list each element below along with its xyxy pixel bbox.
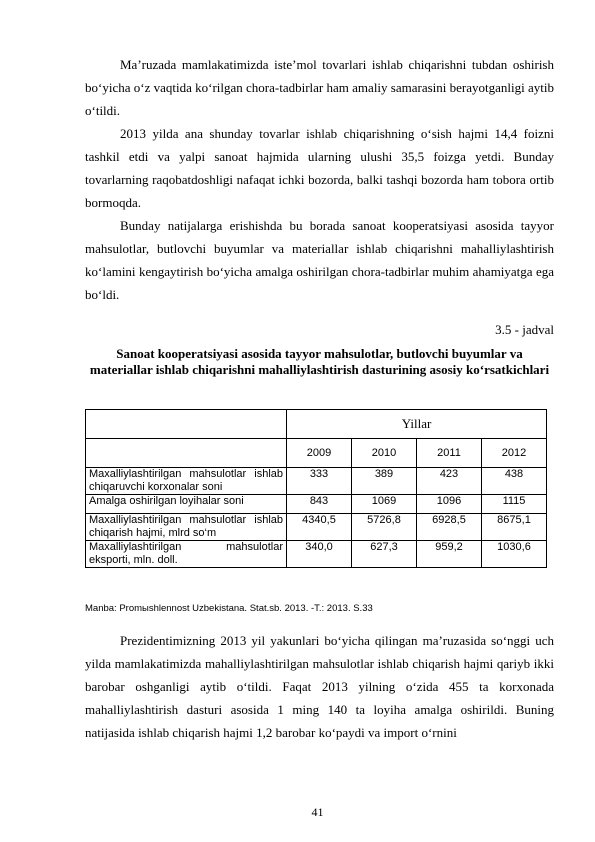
- row-label: Maxalliylashtirilgan mahsulotlar ishlab chiqaruvchi korxonalar soni: [86, 468, 287, 495]
- table-cell: 1115: [482, 495, 547, 514]
- table-row: [86, 514, 547, 541]
- table-cell: 333: [287, 468, 352, 495]
- years-group-header: Yillar: [287, 410, 547, 439]
- table-cell: 1096: [417, 495, 482, 514]
- paragraph-2: 2013 yilda ana shunday tovarlar ishlab chiqarishning o‘sish hajmi 14,4 foizni tashkil etdi va yalpi sanoat hajmida ularning ulushi 35,5 foizga yetdi. Bunday tovarlarning raqobatdoshligi nafaqat ichki bozorda, balki tashqi bozorda ham tobora ortib bormoqda.: [85, 126, 554, 210]
- page-number: 41: [311, 805, 324, 819]
- paragraph-1: Ma’ruzada mamlakatimizda iste’mol tovarlari ishlab chiqarishni tubdan oshirish bo‘yicha o‘z vaqtida ko‘rilgan chora-tadbirlar ham amaliy samarasini berayotganligi aytib o‘tildi.: [85, 57, 554, 118]
- table-header-row-2: [86, 439, 547, 468]
- row-label: Amalga oshirilgan loyihalar soni: [86, 495, 287, 514]
- table-header-row-1: [86, 410, 547, 439]
- data-table: [85, 409, 547, 568]
- header-empty-cell: [86, 439, 287, 468]
- table-cell: 1030,6: [482, 541, 547, 568]
- table-cell: 389: [352, 468, 417, 495]
- table-cell: 843: [287, 495, 352, 514]
- table-cell: 4340,5: [287, 514, 352, 541]
- table-cell: 959,2: [417, 541, 482, 568]
- paragraph-4: Prezidentimizning 2013 yil yakunlari bo‘yicha qilingan ma’ruzasida so‘nggi uch yilda mamlakatimizda mahalliylashtirilgan mahsulotlar ishlab chiqarish hajmi qariyb ikki barobar oshganligi aytib o‘tildi. Faqat 2013 yilning o‘zida 455 ta korxonada mahalliylashtirish dasturi asosida 1 ming 140 ta loyiha amalga oshirildi. Buning natijasida ishlab chiqarish hajmi 1,2 barobar ko‘paydi va import o‘rnini: [85, 633, 554, 740]
- table-row: [86, 541, 547, 568]
- row-label: Maxalliylashtirilgan mahsulotlar ishlab chiqarish hajmi, mlrd so‘m: [86, 514, 287, 541]
- source-note: Manba: Promыshlennost Uzbekistana. Stat.sb. 2013. -T.: 2013. S.33: [85, 603, 373, 614]
- year-header: 2012: [482, 439, 547, 468]
- year-header: 2010: [352, 439, 417, 468]
- table-cell: 8675,1: [482, 514, 547, 541]
- table-cell: 438: [482, 468, 547, 495]
- table-cell: 627,3: [352, 541, 417, 568]
- header-empty-cell: [86, 410, 287, 439]
- table-cell: 6928,5: [417, 514, 482, 541]
- year-header: 2009: [287, 439, 352, 468]
- table-row: [86, 495, 547, 514]
- table-cell: 1069: [352, 495, 417, 514]
- table-number: 3.5 - jadval: [495, 322, 554, 337]
- row-label: Maxalliylashtirilgan mahsulotlar eksporti, mln. doll.: [86, 541, 287, 568]
- table-title: Sanoat kooperatsiyasi asosida tayyor mahsulotlar, butlovchi buyumlar va materiallar ishlab chiqarishni mahalliylashtirish dasturining asosiy ko‘rsatkichlari: [89, 346, 550, 377]
- year-header: 2011: [417, 439, 482, 468]
- table-cell: 5726,8: [352, 514, 417, 541]
- table-cell: 340,0: [287, 541, 352, 568]
- table-row: [86, 468, 547, 495]
- table-cell: 423: [417, 468, 482, 495]
- paragraph-3: Bunday natijalarga erishishda bu borada sanoat kooperatsiyasi asosida tayyor mahsulotlar, butlovchi buyumlar va materiallar ishlab chiqarishni mahalliylashtirish ko‘lamini kengaytirish bo‘yicha amalga oshirilgan chora-tadbirlar muhim ahamiyatga ega bo‘ldi.: [85, 218, 554, 302]
